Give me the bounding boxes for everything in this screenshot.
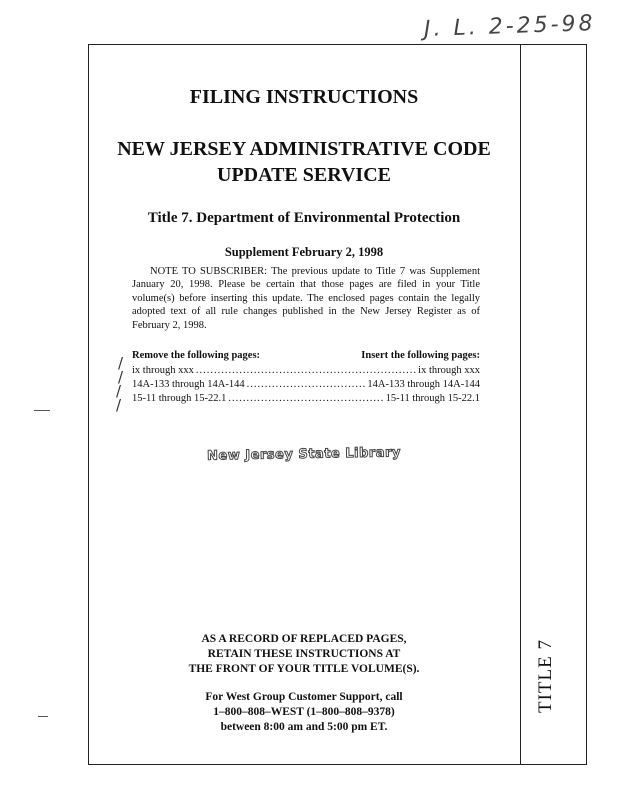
dot-leader	[196, 364, 416, 378]
checkmark-icon: /	[116, 382, 122, 400]
insert-range: 15-11 through 15-22.1	[385, 393, 480, 404]
pages-table	[132, 364, 480, 406]
library-stamp: New Jersey State Library	[206, 445, 402, 464]
scan-mark	[34, 410, 50, 411]
support-line1: For West Group Customer Support, call	[205, 691, 403, 703]
note-to-subscriber: NOTE TO SUBSCRIBER: The previous update to Title 7 was Supplement January 20, 1998. Please be certain that those pages are filed in your Title volume(s) before inserting this update. The enclosed pages contain the legally adopted text of all rule changes published in the New Jersey Register as of February 2, 1998.	[132, 266, 480, 331]
title-tab-label: TITLE 7	[535, 638, 556, 714]
dot-leader	[247, 378, 366, 392]
dot-leader	[228, 392, 383, 406]
insert-range: 14A-133 through 14A-144	[367, 379, 480, 390]
remove-pages-header: Remove the following pages:	[132, 350, 261, 361]
handwritten-date-note: J. L. 2-25-98	[423, 11, 596, 42]
insert-pages-header: Insert the following pages:	[361, 350, 480, 361]
customer-support-info	[88, 690, 520, 735]
filing-instructions-heading: FILING INSTRUCTIONS	[189, 86, 419, 108]
code-update-service-heading	[88, 136, 520, 188]
checkmark-icon: /	[118, 368, 124, 386]
support-hours: between 8:00 am and 5:00 pm ET.	[220, 721, 388, 733]
table-row	[132, 378, 480, 392]
pages-table-header	[132, 350, 480, 361]
remove-range: 14A-133 through 14A-144	[132, 379, 245, 390]
retain-line1: AS A RECORD OF REPLACED PAGES,	[201, 633, 407, 645]
tab-divider-line	[520, 44, 521, 765]
table-row	[132, 392, 480, 406]
checkmark-icon: /	[116, 396, 122, 414]
insert-range: ix through xxx	[418, 365, 480, 376]
remove-range: ix through xxx	[132, 365, 194, 376]
code-title-line1: NEW JERSEY ADMINISTRATIVE CODE	[117, 138, 491, 160]
checkmark-icon: /	[118, 354, 124, 372]
retain-line2: RETAIN THESE INSTRUCTIONS AT	[207, 648, 401, 660]
supplement-date: Supplement February 2, 1998	[224, 245, 384, 259]
retain-line3: THE FRONT OF YOUR TITLE VOLUME(S).	[188, 663, 420, 675]
support-phone: 1–800–808–WEST (1–800–808–9378)	[213, 706, 395, 718]
scan-mark	[38, 716, 48, 717]
department-heading: Title 7. Department of Environmental Protection	[147, 210, 461, 226]
retain-notice	[88, 632, 520, 677]
remove-range: 15-11 through 15-22.1	[132, 393, 227, 404]
code-title-line2: UPDATE SERVICE	[217, 164, 391, 186]
table-row	[132, 364, 480, 378]
